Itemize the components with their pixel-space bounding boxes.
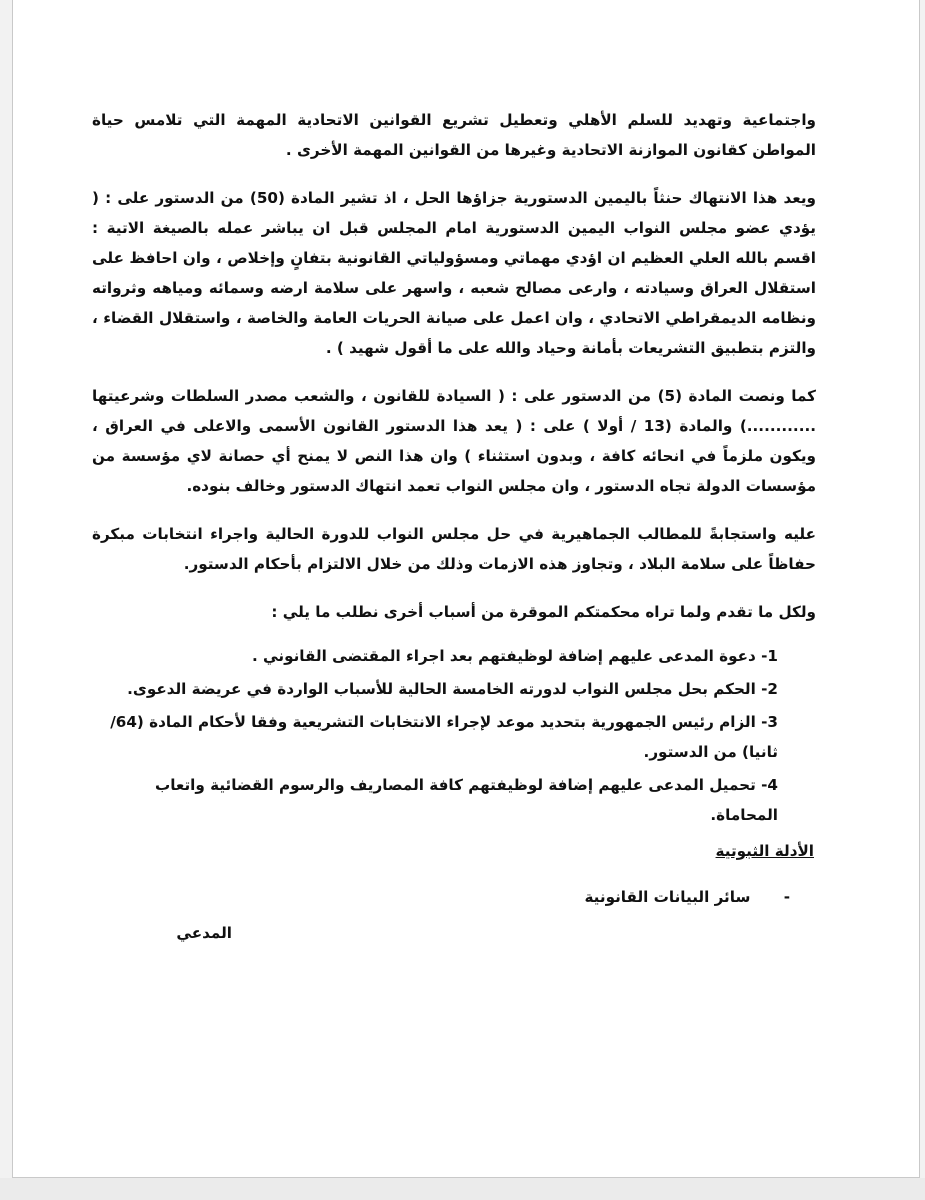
list-item: 2- الحكم بحل مجلس النواب لدورته الخامسة الحالية للأسباب الواردة في عريضة الدعوى. <box>127 680 778 698</box>
list-item: 3- الزام رئيس الجمهورية بتحديد موعد لإجراء الانتخابات التشريعية وفقا لأحكام المادة (64/ ثانيا) من الدستور. <box>110 713 778 761</box>
paragraph-requests-intro: ولكل ما تقدم ولما تراه محكمتكم الموقرة من أسباب أخرى نطلب ما يلي : <box>271 603 816 621</box>
document-body <box>92 105 816 833</box>
paragraph-response: عليه واستجابةً للمطالب الجماهيرية في حل مجلس النواب للدورة الحالية واجراء انتخابات مبكرة حفاظاً على سلامة البلاد ، وتجاوز هذه الازمات وذلك من خلال الالتزام بأحكام الدستور. <box>92 525 816 573</box>
evidence-heading: الأدلة الثبوتية <box>715 842 814 860</box>
evidence-bullet: - <box>783 888 790 906</box>
evidence-text: سائر البيانات القانونية <box>584 888 751 906</box>
paragraph-article-50: ويعد هذا الانتهاك حنثاً باليمين الدستورية جزاؤها الحل ، اذ تشير المادة (50) من الدستور على : ( يؤدي عضو مجلس النواب اليمين الدستورية امام المجلس قبل ان يباشر عمله بالصيغة الاتية : اقسم بالله العلي العظيم ان اؤدي مهماتي ومسؤولياتي القانونية بتفانٍ وإخلاص ، وان احافظ على استقلال العراق وسيادته ، وارعى مصالح شعبه ، واسهر على سلامة ارضه وسمائه ومياهه وثرواته ونظامه الديمقراطي الاتحادي ، وان اعمل على صيانة الحريات العامة والخاصة ، واستقلال القضاء ، والتزم بتطبيق التشريعات بأمانة وحياد والله على ما أقول شهيد ) . <box>92 189 816 357</box>
list-item: 4- تحميل المدعى عليهم إضافة لوظيفتهم كافة المصاريف والرسوم القضائية واتعاب المحاماة. <box>154 776 778 824</box>
paragraph-context: واجتماعية وتهديد للسلم الأهلي وتعطيل تشريع القوانين الاتحادية المهمة التي تلامس حياة المواطن كقانون الموازنة الاتحادية وغيرها من القوانين المهمة الأخرى . <box>92 111 816 159</box>
paragraph-article-5-13: كما ونصت المادة (5) من الدستور على : ( السيادة للقانون ، والشعب مصدر السلطات وشرعيتها ............) والمادة (13 / أولا ) على : ( يعد هذا الدستور القانون الأسمى والاعلى في العراق ، ويكون ملزماً في انحائه كافة ، وبدون استثناء ) وان هذا النص لا يمنح أي حصانة لاي مؤسسة من مؤسسات الدولة تجاه الدستور ، وان مجلس النواب تعمد انتهاك الدستور وخالف بنوده. <box>92 387 817 495</box>
plaintiff-signature-label: المدعي <box>176 924 232 942</box>
evidence-item <box>584 888 790 906</box>
requests-list <box>92 641 816 830</box>
page-gap <box>0 1178 925 1200</box>
list-item: 1- دعوة المدعى عليهم إضافة لوظيفتهم بعد اجراء المقتضى القانوني . <box>251 647 778 665</box>
